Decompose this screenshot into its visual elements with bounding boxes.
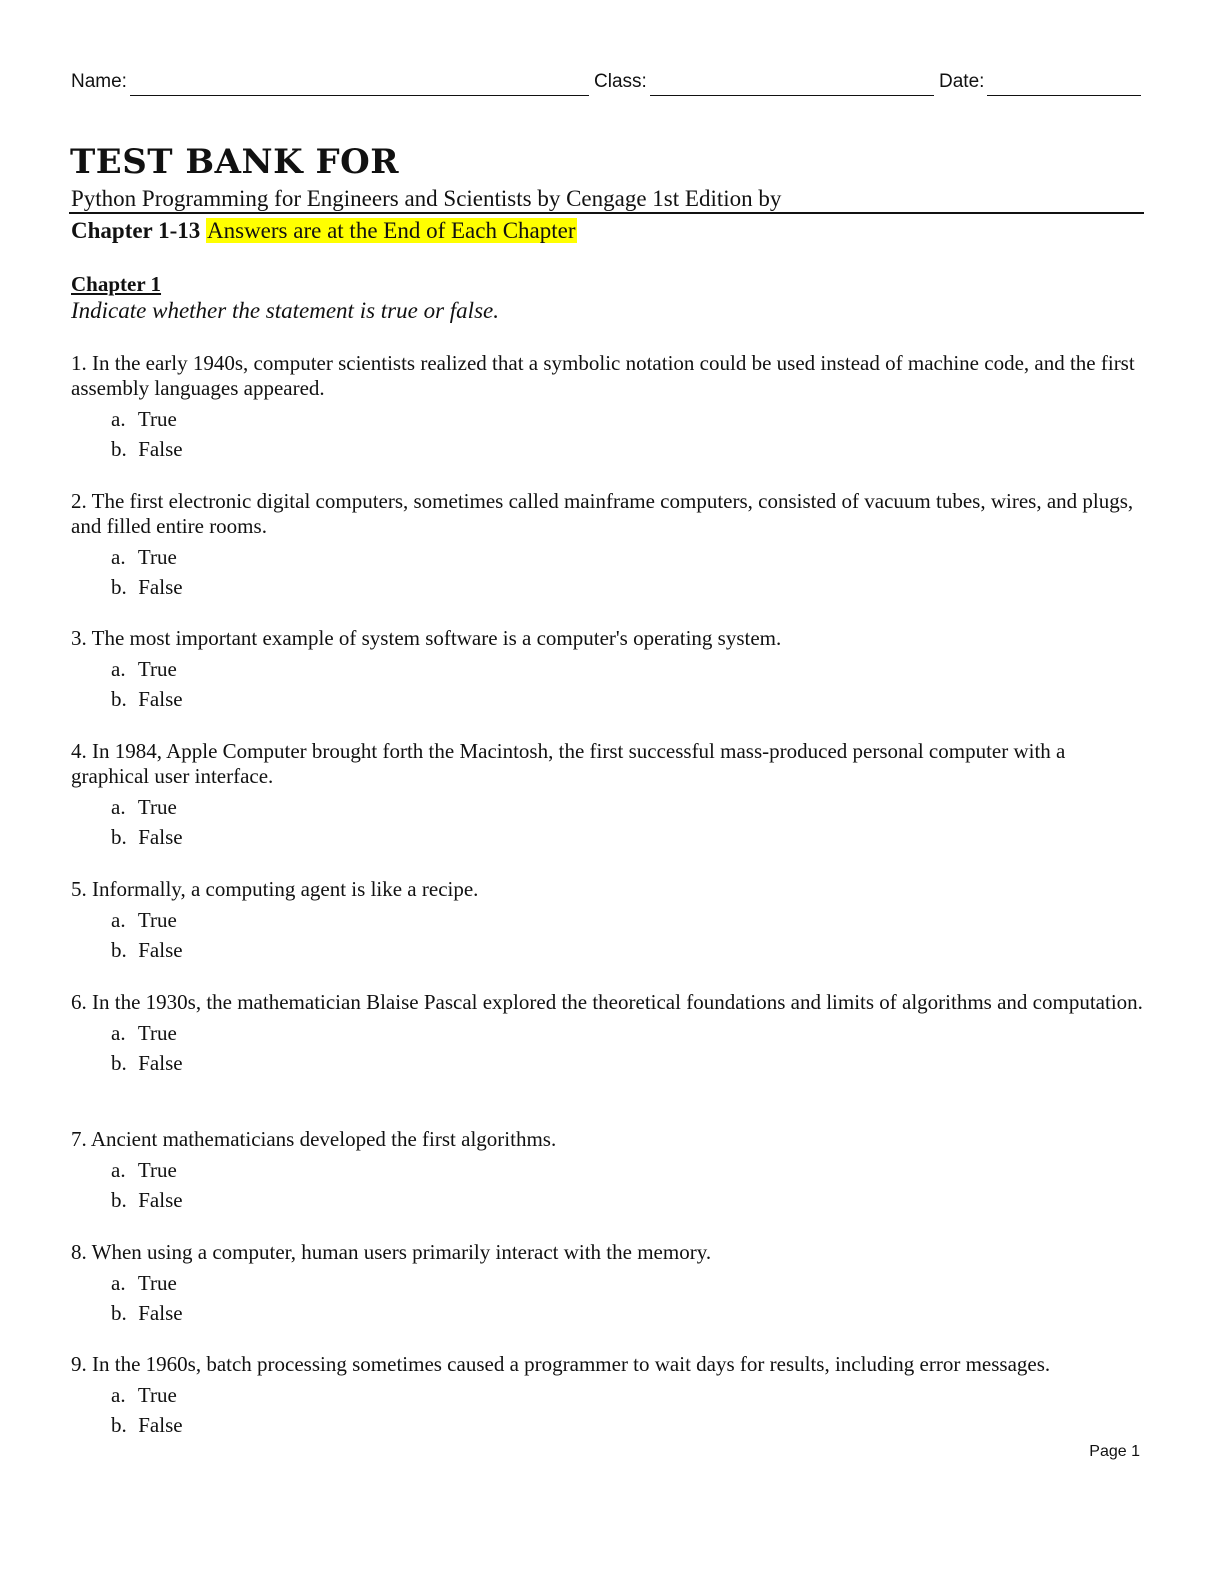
choice-label: False — [138, 687, 183, 711]
answer-choices — [111, 905, 1143, 965]
title-divider — [69, 212, 1144, 214]
name-label: Name: — [71, 71, 127, 92]
choice-label: False — [138, 1188, 183, 1212]
choice-label: True — [137, 908, 177, 932]
question-4 — [71, 739, 1143, 852]
choice-letter: a. — [111, 545, 126, 569]
answer-choices — [111, 792, 1143, 852]
question-text: 1. In the early 1940s, computer scientists realized that a symbolic notation could be used instead of machine code, and the first assembly languages appeared. — [71, 351, 1135, 400]
name-field[interactable] — [71, 71, 589, 95]
class-blank-line[interactable] — [650, 95, 934, 96]
date-blank-line[interactable] — [987, 95, 1141, 96]
question-text: 2. The first electronic digital computers, sometimes called mainframe computers, consisted of vacuum tubes, wires, and plugs, and filled entire rooms. — [71, 489, 1134, 538]
chapter-range-line — [71, 218, 577, 244]
question-1 — [71, 351, 1143, 464]
question-text: 4. In 1984, Apple Computer brought forth the Macintosh, the first successful mass-produced personal computer with a graphical user interface. — [71, 739, 1066, 788]
answer-choices — [111, 1018, 1143, 1078]
choice-letter: b. — [111, 687, 127, 711]
answer-choices — [111, 654, 1143, 714]
choice-true[interactable] — [111, 792, 1143, 822]
answer-choices — [111, 1380, 1143, 1440]
class-label: Class: — [594, 71, 647, 92]
choice-letter: a. — [111, 407, 126, 431]
choice-label: False — [138, 1301, 183, 1325]
book-subtitle: Python Programming for Engineers and Scientists by Cengage 1st Edition by — [71, 186, 782, 211]
choice-false[interactable] — [111, 1410, 1143, 1440]
choice-letter: a. — [111, 1021, 126, 1045]
choice-true[interactable] — [111, 1018, 1143, 1048]
choice-true[interactable] — [111, 1155, 1143, 1185]
answer-choices — [111, 1155, 1143, 1215]
choice-label: True — [137, 545, 177, 569]
answer-choices — [111, 404, 1143, 464]
choice-letter: a. — [111, 795, 126, 819]
choice-true[interactable] — [111, 1268, 1143, 1298]
question-7 — [71, 1127, 1143, 1215]
choice-label: False — [138, 938, 183, 962]
page-title: TEST BANK FOR — [70, 142, 400, 182]
choice-label: False — [138, 825, 183, 849]
chapter-range-label: Chapter 1-13 — [71, 218, 201, 243]
choice-letter: a. — [111, 1383, 126, 1407]
answer-choices — [111, 542, 1143, 602]
student-info-fields — [71, 71, 1141, 97]
question-text: 6. In the 1930s, the mathematician Blaise Pascal explored the theoretical foundations and limits of algorithms and computation. — [71, 990, 1143, 1014]
choice-letter: b. — [111, 1188, 127, 1212]
choice-true[interactable] — [111, 1380, 1143, 1410]
question-6 — [71, 990, 1143, 1078]
chapter-heading: Chapter 1 — [71, 272, 162, 296]
question-9 — [71, 1352, 1143, 1440]
question-8 — [71, 1240, 1143, 1328]
choice-true[interactable] — [111, 654, 1143, 684]
choice-label: False — [138, 437, 183, 461]
choice-letter: b. — [111, 575, 127, 599]
choice-label: True — [137, 657, 177, 681]
question-text: 5. Informally, a computing agent is like a recipe. — [71, 877, 479, 901]
choice-letter: a. — [111, 1271, 126, 1295]
choice-letter: b. — [111, 825, 127, 849]
choice-label: False — [138, 1051, 183, 1075]
question-text: 9. In the 1960s, batch processing sometimes caused a programmer to wait days for results, including error messages. — [71, 1352, 1051, 1376]
choice-false[interactable] — [111, 1185, 1143, 1215]
question-text: 8. When using a computer, human users primarily interact with the memory. — [71, 1240, 712, 1264]
choice-false[interactable] — [111, 572, 1143, 602]
choice-false[interactable] — [111, 434, 1143, 464]
date-label: Date: — [939, 71, 985, 92]
choice-true[interactable] — [111, 542, 1143, 572]
choice-label: True — [137, 795, 177, 819]
name-blank-line[interactable] — [130, 95, 589, 96]
date-field[interactable] — [939, 71, 1141, 95]
choice-label: True — [137, 1158, 177, 1182]
choice-letter: b. — [111, 1413, 127, 1437]
question-text: 7. Ancient mathematicians developed the first algorithms. — [71, 1127, 557, 1151]
choice-letter: b. — [111, 938, 127, 962]
choice-label: True — [137, 1021, 177, 1045]
choice-false[interactable] — [111, 1048, 1143, 1078]
choice-label: True — [137, 1383, 177, 1407]
choice-label: False — [138, 1413, 183, 1437]
class-field[interactable] — [594, 71, 934, 95]
choice-letter: b. — [111, 437, 127, 461]
question-2 — [71, 489, 1143, 602]
choice-letter: a. — [111, 908, 126, 932]
choice-letter: a. — [111, 657, 126, 681]
choice-label: True — [137, 407, 177, 431]
page-number: Page 1 — [1089, 1443, 1140, 1460]
choice-letter: b. — [111, 1051, 127, 1075]
choice-false[interactable] — [111, 684, 1143, 714]
answers-note-highlight: Answers are at the End of Each Chapter — [207, 218, 576, 243]
answer-choices — [111, 1268, 1143, 1328]
choice-false[interactable] — [111, 935, 1143, 965]
choice-true[interactable] — [111, 905, 1143, 935]
choice-label: False — [138, 575, 183, 599]
section-instruction: Indicate whether the statement is true or false. — [71, 298, 499, 323]
choice-true[interactable] — [111, 404, 1143, 434]
choice-false[interactable] — [111, 822, 1143, 852]
question-3 — [71, 626, 1143, 714]
choice-false[interactable] — [111, 1298, 1143, 1328]
question-text: 3. The most important example of system software is a computer's operating system. — [71, 626, 782, 650]
question-5 — [71, 877, 1143, 965]
choice-letter: b. — [111, 1301, 127, 1325]
choice-label: True — [137, 1271, 177, 1295]
choice-letter: a. — [111, 1158, 126, 1182]
